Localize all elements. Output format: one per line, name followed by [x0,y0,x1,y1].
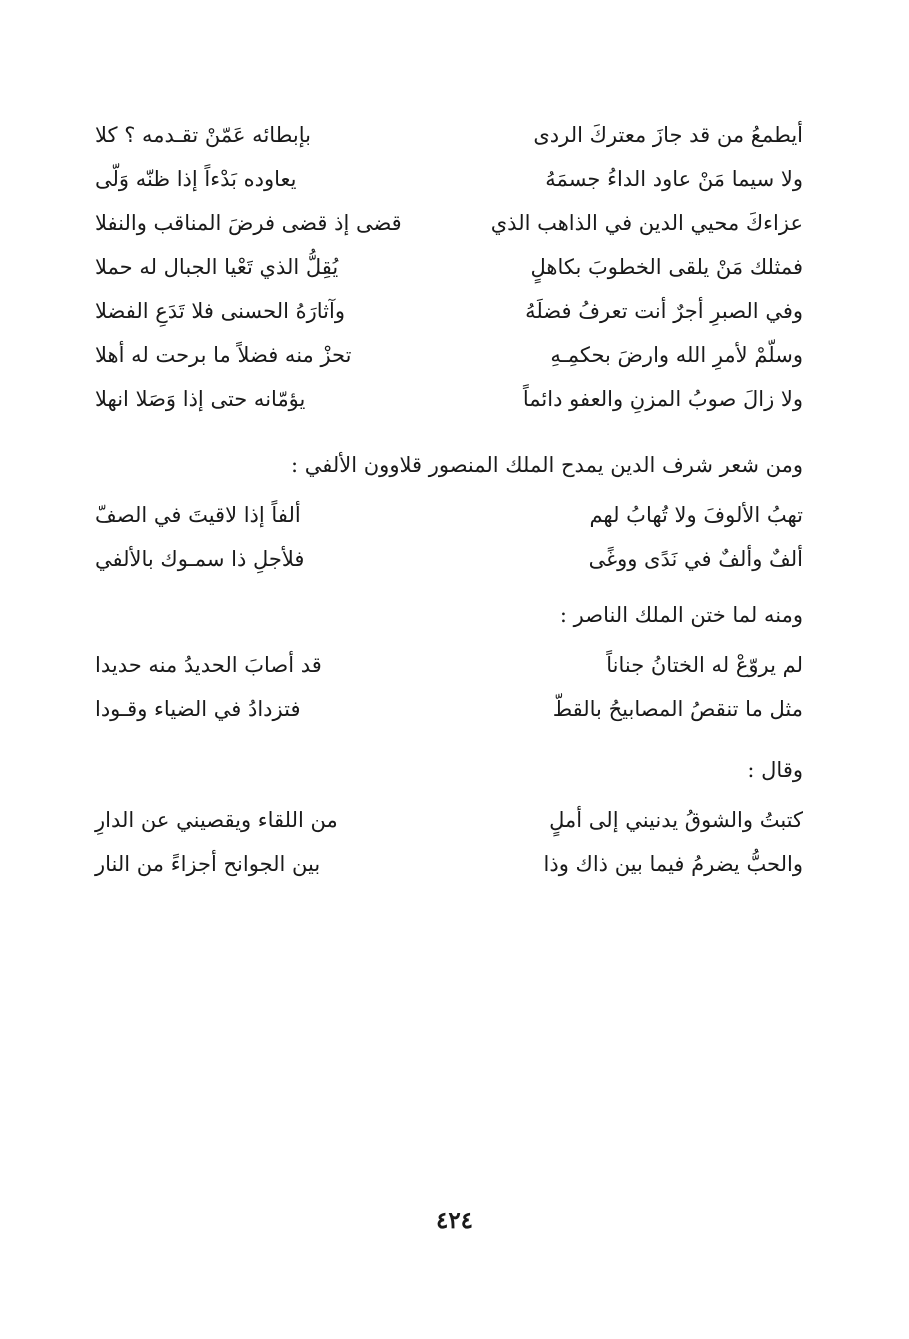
verse-second-hemistich: قضى إذ قضى فرضَ المناقب والنفلا [95,211,402,235]
verse-line [95,805,803,849]
verse-line [95,252,803,296]
poem-stanza-4 [95,805,803,893]
verse-line [95,384,803,428]
verse-first-hemistich: والحبُّ يضرمُ فيما بين ذاك وذا [543,852,803,876]
poem-stanza-2 [95,500,803,588]
verse-first-hemistich: كتبتُ والشوقُ يدنيني إلى أملٍ [549,808,803,832]
verse-line [95,500,803,544]
verse-second-hemistich: يؤمّانه حتى إذا وَصَلا انهلا [95,387,306,411]
verse-line [95,296,803,340]
verse-first-hemistich: فمثلك مَنْ يلقى الخطوبَ بكاهلٍ [530,255,803,279]
verse-second-hemistich: وآثارَهُ الحسنى فلا تَدَعِ الفضلا [95,299,345,323]
verse-line [95,650,803,694]
verse-line [95,164,803,208]
verse-second-hemistich: من اللقاء ويقصيني عن الدارِ [95,808,338,832]
verse-line [95,340,803,384]
prose-intro-nasir: ومنه لما ختن الملك الناصر : [559,603,803,627]
verse-second-hemistich: ألفاً إذا لاقيتَ في الصفّ [95,503,301,527]
verse-second-hemistich: فتزدادُ في الضياء وقـودا [95,697,301,721]
prose-intro-qalawun: ومن شعر شرف الدين يمدح الملك المنصور قلاوون الألفي : [291,453,803,477]
page-number: ٤٢٤ [435,1207,474,1234]
verse-first-hemistich: مثل ما تنقصُ المصابيحُ بالقطّ [552,697,803,721]
poem-stanza-1 [95,120,803,428]
verse-line [95,120,803,164]
verse-line [95,694,803,738]
verse-second-hemistich: بإبطائه عَمّنْ تقـدمه ؟ كلا [95,123,311,147]
verse-first-hemistich: ولا زالَ صوبُ المزنِ والعفو دائماً [522,387,803,411]
verse-first-hemistich: وسلّمْ لأمرِ الله وارضَ بحكمِـهِ [550,343,803,367]
verse-first-hemistich: لم يروّعْ له الختانُ جناناً [606,653,803,677]
verse-second-hemistich: يُقِلُّ الذي تَعْيا الجبال له حملا [95,255,339,279]
poem-stanza-3 [95,650,803,738]
verse-first-hemistich: تهبُ الألوفَ ولا تُهابُ لهم [589,503,803,527]
verse-first-hemistich: وفي الصبرِ أجرٌ أنت تعرفُ فضلَهُ [525,299,803,323]
verse-second-hemistich: يعاوده بَدْءاً إذا ظنّه وَلّى [95,167,297,191]
verse-first-hemistich: أيطمعُ من قد جازَ معتركَ الردى [533,123,803,147]
verse-line [95,849,803,893]
verse-line [95,544,803,588]
prose-intro-qala: وقال : [747,758,803,782]
verse-line [95,208,803,252]
verse-second-hemistich: بين الجوانح أجزاءً من النار [95,852,321,876]
verse-first-hemistich: ألفٌ وألفٌ في نَدًى ووغًى [588,547,803,571]
verse-second-hemistich: قد أصابَ الحديدُ منه حديدا [95,653,322,677]
verse-first-hemistich: عزاءكَ محيي الدين في الذاهب الذي [490,211,803,235]
verse-second-hemistich: فلأجلِ ذا سمـوك بالألفي [95,547,305,571]
verse-first-hemistich: ولا سيما مَنْ عاود الداءُ جسمَهُ [545,167,803,191]
verse-second-hemistich: تحزْ منه فضلاً ما برحت له أهلا [95,343,352,367]
